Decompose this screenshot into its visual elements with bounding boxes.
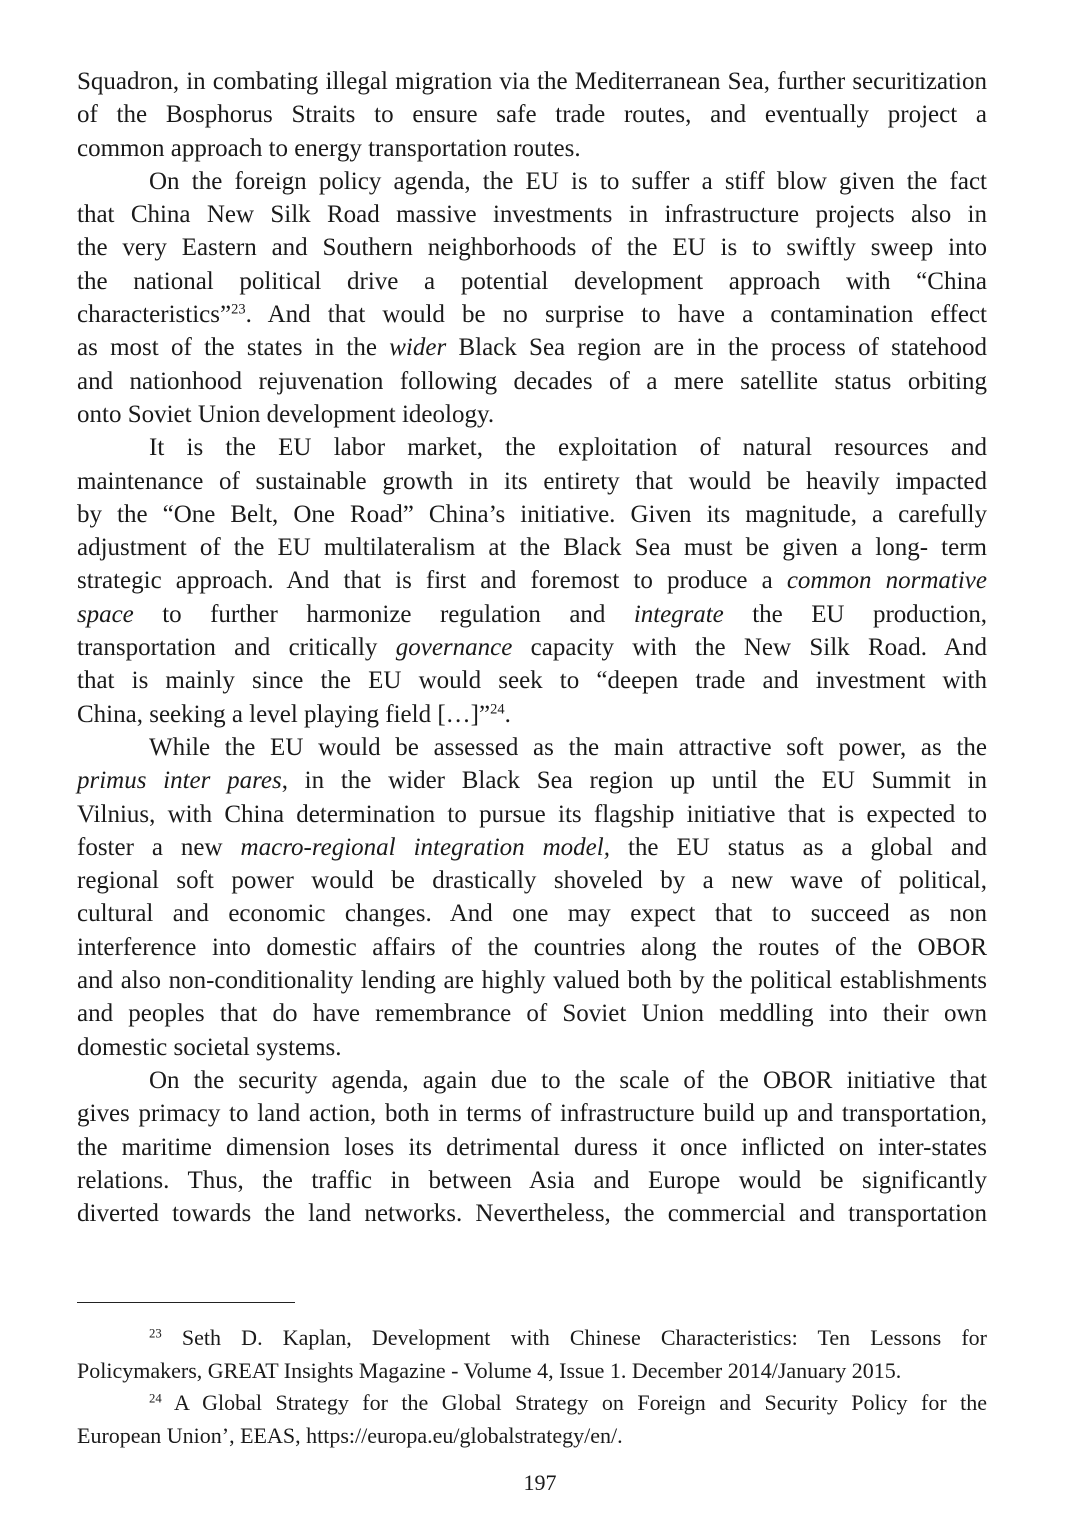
- text-segment: , in the wider Black Sea region up until the EU Summit in: [281, 767, 987, 795]
- text-line: [77, 864, 987, 897]
- italic-text: macro-regional integration model,: [240, 833, 610, 861]
- text-segment: and peoples that do have remembrance of Soviet Union meddling into their own: [77, 1000, 987, 1028]
- text-segment: capacity with the New Silk Road. And: [512, 634, 987, 662]
- text-segment: Seth D. Kaplan, Development with Chinese Characteristics: Ten Lessons for: [161, 1325, 987, 1350]
- text-segment: On the security agenda, again due to the scale of the OBOR initiative that: [149, 1066, 987, 1094]
- text-line: [77, 931, 987, 964]
- text-line: [77, 1164, 987, 1197]
- text-segment: .: [504, 700, 511, 728]
- footnote-reference: 24: [149, 1391, 162, 1406]
- text-line: [77, 1064, 987, 1097]
- text-segment: European Union’, EEAS, https://europa.eu/globalstrategy/en/.: [77, 1422, 623, 1448]
- italic-text: wider: [389, 334, 447, 362]
- paragraph: [77, 431, 987, 731]
- text-segment: regional soft power would be drastically shoveled by a new wave of political,: [77, 867, 987, 895]
- page-number: 197: [523, 1470, 557, 1495]
- text-segment: adjustment of the EU multilateralism at the Black Sea must be given a long- term: [77, 534, 987, 562]
- footnote-reference: 23: [149, 1326, 162, 1341]
- text-segment: the EU production,: [723, 600, 988, 628]
- text-line: [77, 431, 987, 464]
- text-segment: diverted towards the land networks. Nevertheless, the commercial and transportation: [77, 1200, 987, 1228]
- text-segment: that China New Silk Road massive investments in infrastructure projects also in: [77, 201, 987, 229]
- text-segment: by the “One Belt, One Road” China’s initiative. Given its magnitude, a carefully: [77, 500, 987, 528]
- text-segment: Black Sea region are in the process of statehood: [446, 334, 987, 362]
- text-segment: domestic societal systems.: [77, 1033, 342, 1061]
- text-line: [77, 1355, 987, 1388]
- paragraph: [77, 1064, 987, 1230]
- text-line: [77, 897, 987, 930]
- text-line: [77, 1031, 987, 1064]
- text-line: [77, 1131, 987, 1164]
- text-line: [77, 398, 987, 431]
- text-line: [77, 65, 987, 98]
- text-segment: gives primacy to land action, both in terms of infrastructure build up and transportation,: [77, 1100, 987, 1128]
- text-line: [77, 331, 987, 364]
- text-segment: the national political drive a potential development approach with “China: [77, 267, 987, 295]
- text-line: [77, 731, 987, 764]
- text-line: [77, 465, 987, 498]
- text-segment: foster a new: [77, 833, 241, 861]
- text-segment: as most of the states in the: [77, 334, 390, 362]
- text-line: [77, 598, 987, 631]
- text-segment: common approach to energy transportation routes.: [77, 134, 581, 162]
- footnotes: [77, 1322, 987, 1452]
- text-segment: to further harmonize regulation and: [133, 600, 634, 628]
- footnote: [77, 1387, 987, 1452]
- text-line: [77, 698, 987, 731]
- text-line: [77, 1322, 987, 1355]
- text-segment: the maritime dimension loses its detrimental duress it once inflicted on inter-states: [77, 1133, 987, 1161]
- text-segment: A Global Strategy for the Global Strategy on Foreign and Security Policy for the: [161, 1390, 987, 1415]
- paragraph: [77, 731, 987, 1064]
- text-line: [77, 1420, 987, 1453]
- text-line: [77, 265, 987, 298]
- text-segment: and also non-conditionality lending are highly valued both by the political establishments: [77, 967, 987, 995]
- text-segment: of the Bosphorus Straits to ensure safe trade routes, and eventually project a: [77, 101, 987, 129]
- footnote: [77, 1322, 987, 1387]
- text-segment: strategic approach. And that is first and foremost to produce a: [77, 567, 787, 595]
- paragraph: [77, 65, 987, 165]
- text-line: [77, 165, 987, 198]
- text-line: [77, 198, 987, 231]
- text-line: [77, 798, 987, 831]
- text-line: [77, 98, 987, 131]
- italic-text: governance: [395, 634, 513, 662]
- text-segment: and nationhood rejuvenation following decades of a mere satellite status orbiting: [77, 367, 987, 395]
- text-segment: It is the EU labor market, the exploitation of natural resources and: [149, 434, 987, 462]
- text-segment: Policymakers, GREAT Insights Magazine - Volume 4, Issue 1. December 2014/January 2015.: [77, 1357, 902, 1383]
- italic-text: integrate: [633, 600, 724, 628]
- text-segment: that is mainly since the EU would seek to “deepen trade and investment with: [77, 667, 987, 695]
- text-segment: characteristics”: [77, 301, 232, 329]
- text-segment: Vilnius, with China determination to pursue its flagship initiative that is expected to: [77, 800, 987, 828]
- text-segment: China, seeking a level playing field […]”: [77, 700, 491, 728]
- text-line: [77, 365, 987, 398]
- text-segment: On the foreign policy agenda, the EU is to suffer a stiff blow given the fact: [149, 167, 987, 195]
- text-line: [77, 1387, 987, 1420]
- footnote-reference: 24: [490, 700, 505, 717]
- text-line: [77, 964, 987, 997]
- italic-text: common normative: [786, 567, 987, 595]
- text-line: [77, 831, 987, 864]
- text-line: [77, 1097, 987, 1130]
- text-segment: the very Eastern and Southern neighborhoods of the EU is to swiftly sweep into: [77, 234, 987, 262]
- text-line: [77, 764, 987, 797]
- text-segment: . And that would be no surprise to have a contamination effect: [245, 301, 987, 329]
- text-segment: cultural and economic changes. And one may expect that to succeed as non: [77, 900, 987, 928]
- text-segment: relations. Thus, the traffic in between Asia and Europe would be significantly: [77, 1166, 987, 1194]
- body-text: [77, 65, 987, 1230]
- text-segment: transportation and critically: [77, 634, 396, 662]
- text-segment: Squadron, in combating illegal migration via the Mediterranean Sea, further securitization: [77, 68, 987, 95]
- text-segment: the EU status as a global and: [609, 833, 987, 861]
- text-line: [77, 231, 987, 264]
- text-segment: maintenance of sustainable growth in its entirety that would be heavily impacted: [77, 467, 987, 495]
- italic-text: primus inter pares: [77, 767, 282, 795]
- italic-text: space: [77, 600, 134, 628]
- text-segment: interference into domestic affairs of the countries along the routes of the OBOR: [77, 933, 987, 961]
- text-line: [77, 1197, 987, 1230]
- text-segment: While the EU would be assessed as the main attractive soft power, as the: [149, 733, 987, 761]
- text-line: [77, 132, 987, 165]
- text-line: [77, 498, 987, 531]
- paragraph: [77, 165, 987, 431]
- text-line: [77, 664, 987, 697]
- text-segment: onto Soviet Union development ideology.: [77, 400, 495, 428]
- text-line: [77, 997, 987, 1030]
- text-line: [77, 631, 987, 664]
- text-line: [77, 564, 987, 597]
- footnote-reference: 23: [231, 301, 246, 318]
- footnote-separator: [77, 1302, 295, 1303]
- text-line: [77, 531, 987, 564]
- text-line: [77, 298, 987, 331]
